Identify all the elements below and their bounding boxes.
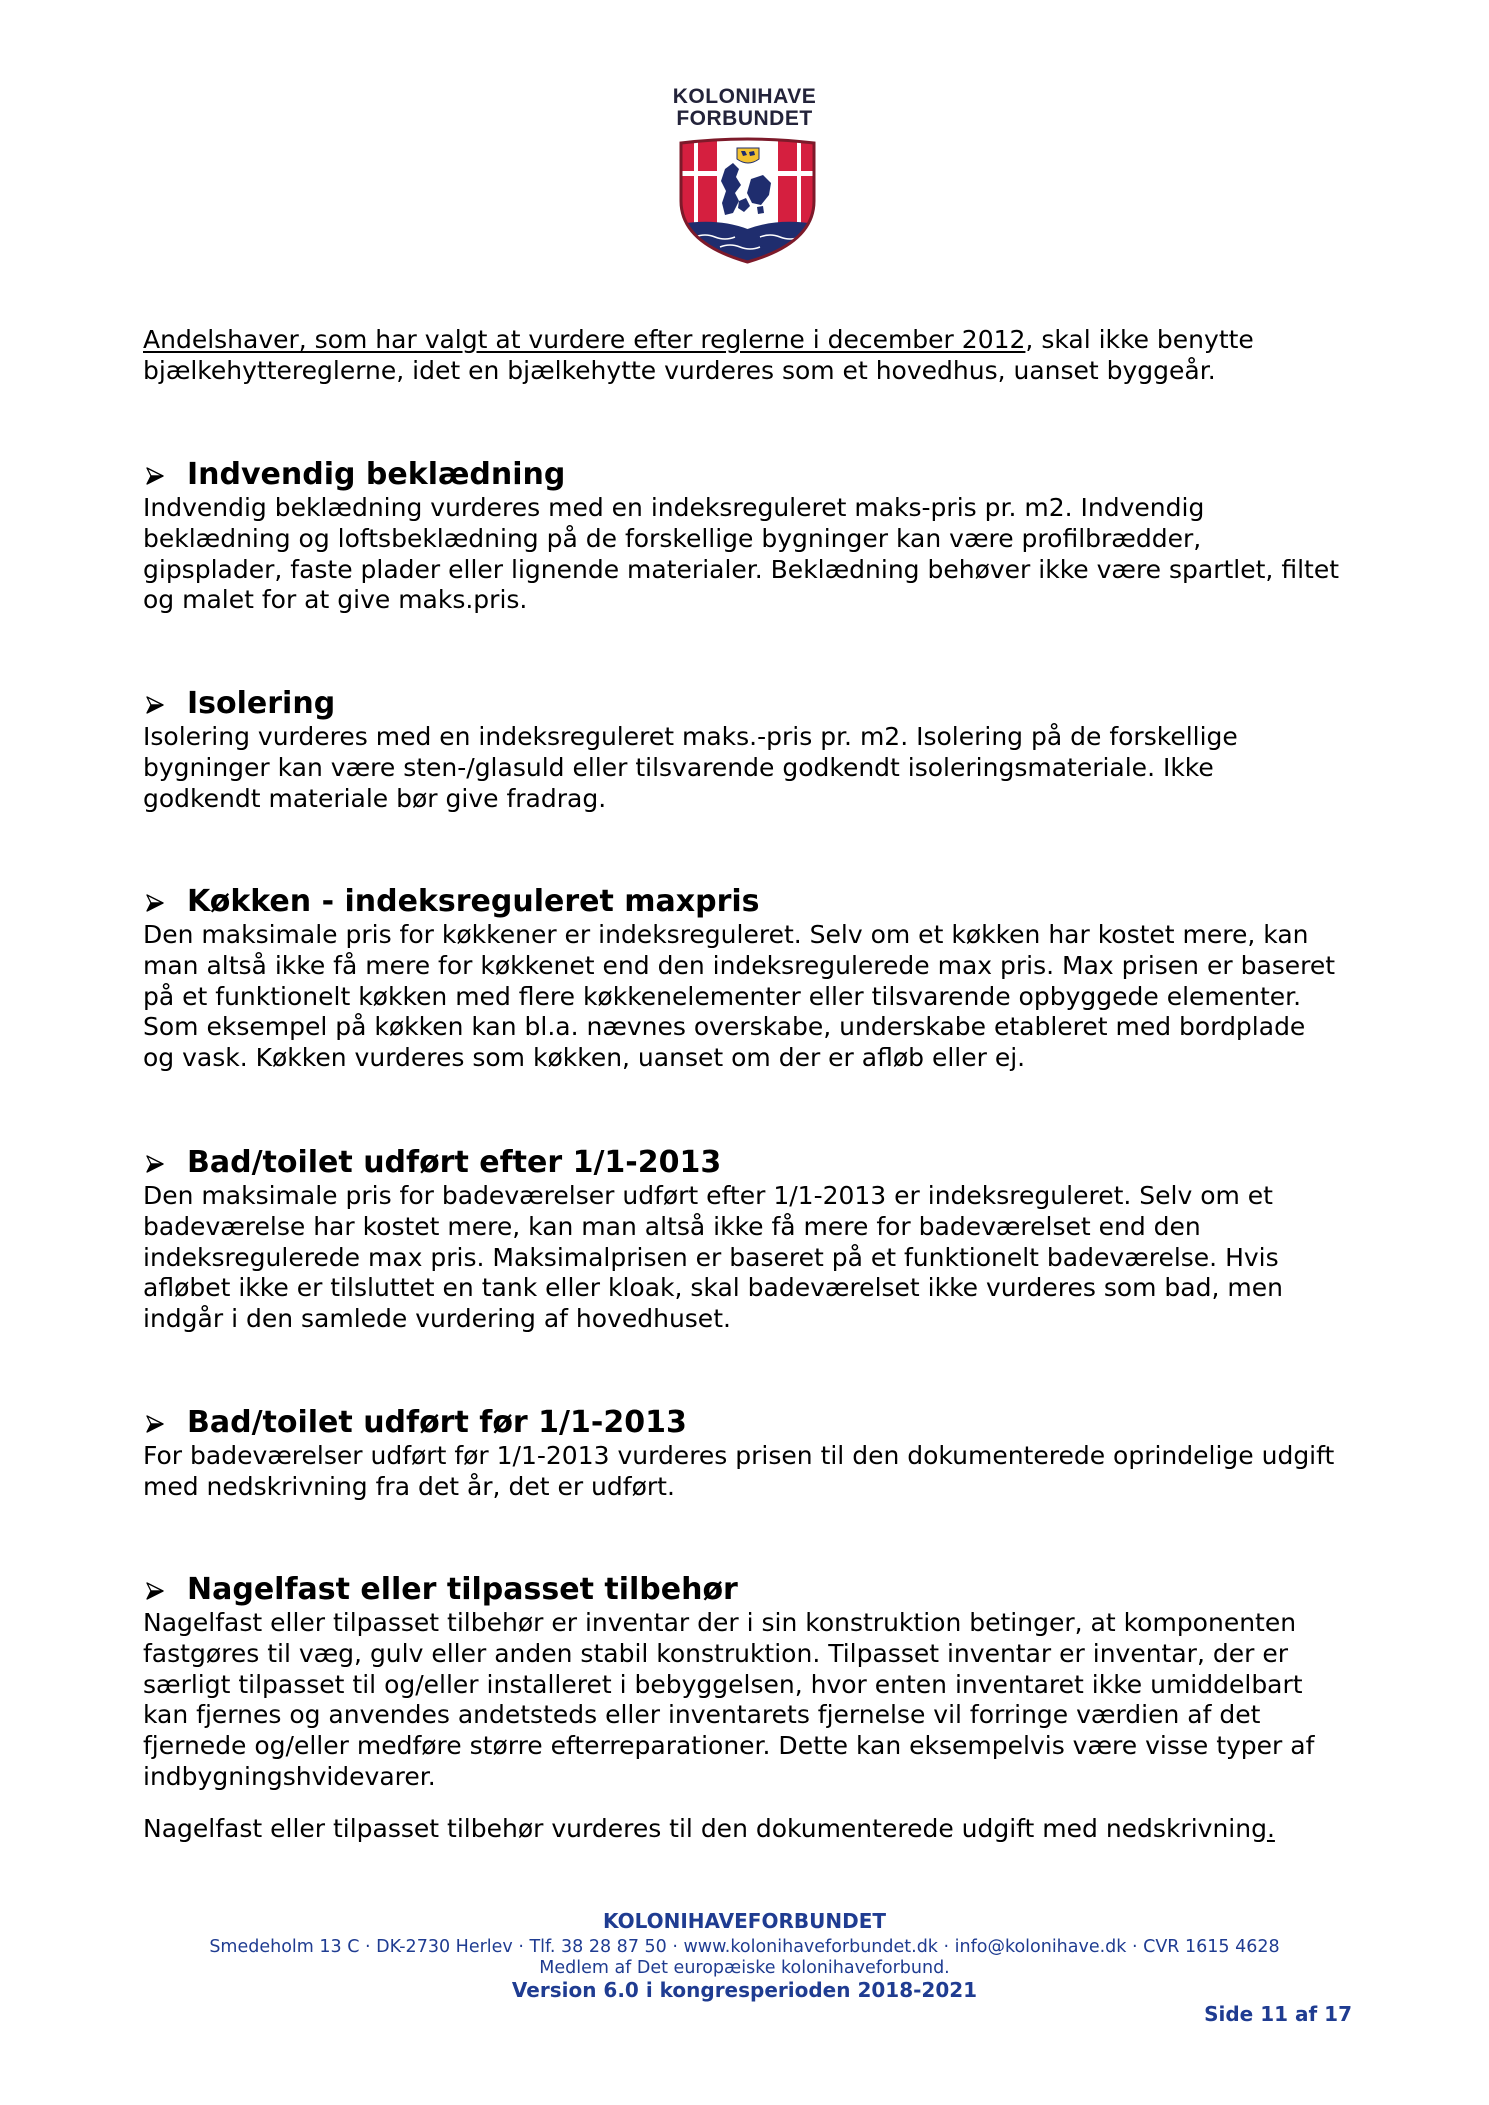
section-heading (143, 1572, 1393, 1608)
body-line: særligt tilpasset til og/eller installeret i bebyggelsen, hvor enten inventaret ikke umiddelbart (143, 1669, 1303, 1699)
body-line: og vask. Køkken vurderes som køkken, uanset om der er afløb eller ej. (143, 1043, 1026, 1073)
intro-underlined-text: Andelshaver, som har valgt at vurdere efter reglerne i december 2012 (143, 325, 1026, 354)
footer-version: Version 6.0 i kongresperioden 2018-2021 (511, 1978, 978, 2002)
arrowhead-right-icon (146, 696, 164, 714)
section-isolering (143, 686, 1393, 814)
arrowhead-right-icon (146, 1155, 164, 1173)
body-line: Indvendig beklædning vurderes med en indeksreguleret maks-pris pr. m2. Indvendig (143, 493, 1205, 522)
body-line: fjernede og/eller medføre større efterreparationer. Dette kan eksempelvis være visse typer af (143, 1731, 1315, 1761)
body-line: indbygningshvidevarer. (143, 1761, 436, 1791)
intro-line-2: bjælkehyttereglerne, idet en bjælkehytte vurderes som et hovedhus, uanset byggeår. (143, 355, 1216, 385)
arrowhead-right-icon (146, 894, 164, 912)
section-heading-text: Køkken - indeksreguleret maxpris (187, 884, 760, 919)
body-line: Den maksimale pris for badeværelser udført efter 1/1-2013 er indeksreguleret. Selv om et (143, 1181, 1273, 1210)
intro-line-1 (143, 325, 1393, 356)
intro-line-1-rest: , skal ikke benytte (1025, 325, 1254, 354)
body-line: Som eksempel på køkken kan bl.a. nævnes overskabe, underskabe etableret med bordplade (143, 1012, 1306, 1042)
section-heading (143, 457, 1393, 493)
body-line: man altså ikke få mere for køkkenet end den indeksregulerede max pris. Max prisen er baseret (143, 950, 1336, 980)
section-heading-text: Nagelfast eller tilpasset tilbehør (187, 1572, 738, 1607)
body-line: Isolering vurderes med en indeksreguleret maks.-pris pr. m2. Isolering på de forskellige (143, 722, 1238, 751)
section-body (143, 1441, 1393, 1503)
section-bad-efter-2013 (143, 1145, 1393, 1335)
section-body (143, 920, 1393, 1074)
section-body (143, 722, 1393, 814)
section-body (143, 1181, 1393, 1335)
section-heading (143, 1145, 1393, 1181)
section-indvendig-beklaedning (143, 457, 1393, 616)
section-heading-text: Indvendig beklædning (187, 457, 566, 492)
section-body (143, 493, 1393, 616)
logo-wordmark (0, 86, 1489, 130)
body-line: godkendt materiale bør give fradrag. (143, 783, 607, 813)
section-heading (143, 884, 1393, 920)
body-line: på et funktionelt køkken med flere køkkenelementer eller tilsvarende opbyggede elementer. (143, 981, 1302, 1011)
arrowhead-right-icon (146, 467, 164, 485)
section-nagelfast-tilbehoer (143, 1572, 1393, 1793)
body-line: og malet for at give maks.pris. (143, 585, 528, 615)
body-line: Nagelfast eller tilpasset tilbehør er inventar der i sin konstruktion betinger, at komponenten (143, 1608, 1297, 1637)
arrowhead-right-icon (146, 1582, 164, 1600)
body-line: indeksregulerede max pris. Maksimalprisen er baseret på et funktionelt badeværelse. Hvis (143, 1242, 1279, 1272)
section-body (143, 1608, 1393, 1793)
closing-line (143, 1814, 1393, 1845)
section-heading (143, 686, 1393, 722)
section-bad-foer-2013 (143, 1405, 1393, 1503)
body-line: indgår i den samlede vurdering af hovedhuset. (143, 1304, 731, 1334)
body-line: For badeværelser udført før 1/1-2013 vurderes prisen til den dokumenterede oprindelige udgift (143, 1441, 1335, 1470)
section-heading-text: Bad/toilet udført før 1/1-2013 (187, 1405, 687, 1440)
arrowhead-right-icon (146, 1415, 164, 1433)
logo-shield-icon (675, 135, 820, 265)
section-heading-text: Isolering (187, 686, 336, 721)
body-line: badeværelse har kostet mere, kan man altså ikke få mere for badeværelset end den (143, 1211, 1201, 1241)
footer-membership: Medlem af Det europæiske kolonihaveforbund. (539, 1958, 950, 1978)
body-line: gipsplader, faste plader eller lignende materialer. Beklædning behøver ikke være spartlet, filtet (143, 554, 1340, 584)
footer-address: Smedeholm 13 C · DK-2730 Herlev · Tlf. 38 28 87 50 · www.kolonihaveforbundet.dk · info@kolonihave.dk · CVR 1615 4628 (209, 1937, 1280, 1957)
body-line: beklædning og loftsbeklædning på de forskellige bygninger kan være profilbrædder, (143, 523, 1202, 553)
body-line: bygninger kan være sten-/glasuld eller tilsvarende godkendt isoleringsmateriale. Ikke (143, 752, 1214, 782)
intro-paragraph (143, 325, 1393, 387)
closing-underlined-period: . (1266, 1814, 1275, 1843)
logo-line-2: FORBUNDET (676, 107, 813, 130)
section-heading (143, 1405, 1393, 1441)
footer-organization: KOLONIHAVEFORBUNDET (602, 1909, 886, 1933)
body-line: kan fjernes og anvendes andetsteds eller inventarets fjernelse vil forringe værdien af det (143, 1700, 1261, 1730)
body-line: fastgøres til væg, gulv eller anden stabil konstruktion. Tilpasset inventar er inventar, der er (143, 1638, 1288, 1668)
logo-line-1: KOLONIHAVE (672, 85, 817, 108)
body-line: med nedskrivning fra det år, det er udført. (143, 1471, 675, 1501)
body-line: Den maksimale pris for køkkener er indeksreguleret. Selv om et køkken har kostet mere, kan (143, 920, 1309, 949)
section-heading-text: Bad/toilet udført efter 1/1-2013 (187, 1145, 722, 1180)
closing-text: Nagelfast eller tilpasset tilbehør vurderes til den dokumenterede udgift med nedskrivning (143, 1814, 1267, 1843)
closing-paragraph (143, 1814, 1393, 1845)
body-line: afløbet ikke er tilsluttet en tank eller kloak, skal badeværelset ikke vurderes som bad, men (143, 1273, 1283, 1303)
section-koekken (143, 884, 1393, 1074)
page-number: Side 11 af 17 (1204, 2002, 1352, 2026)
